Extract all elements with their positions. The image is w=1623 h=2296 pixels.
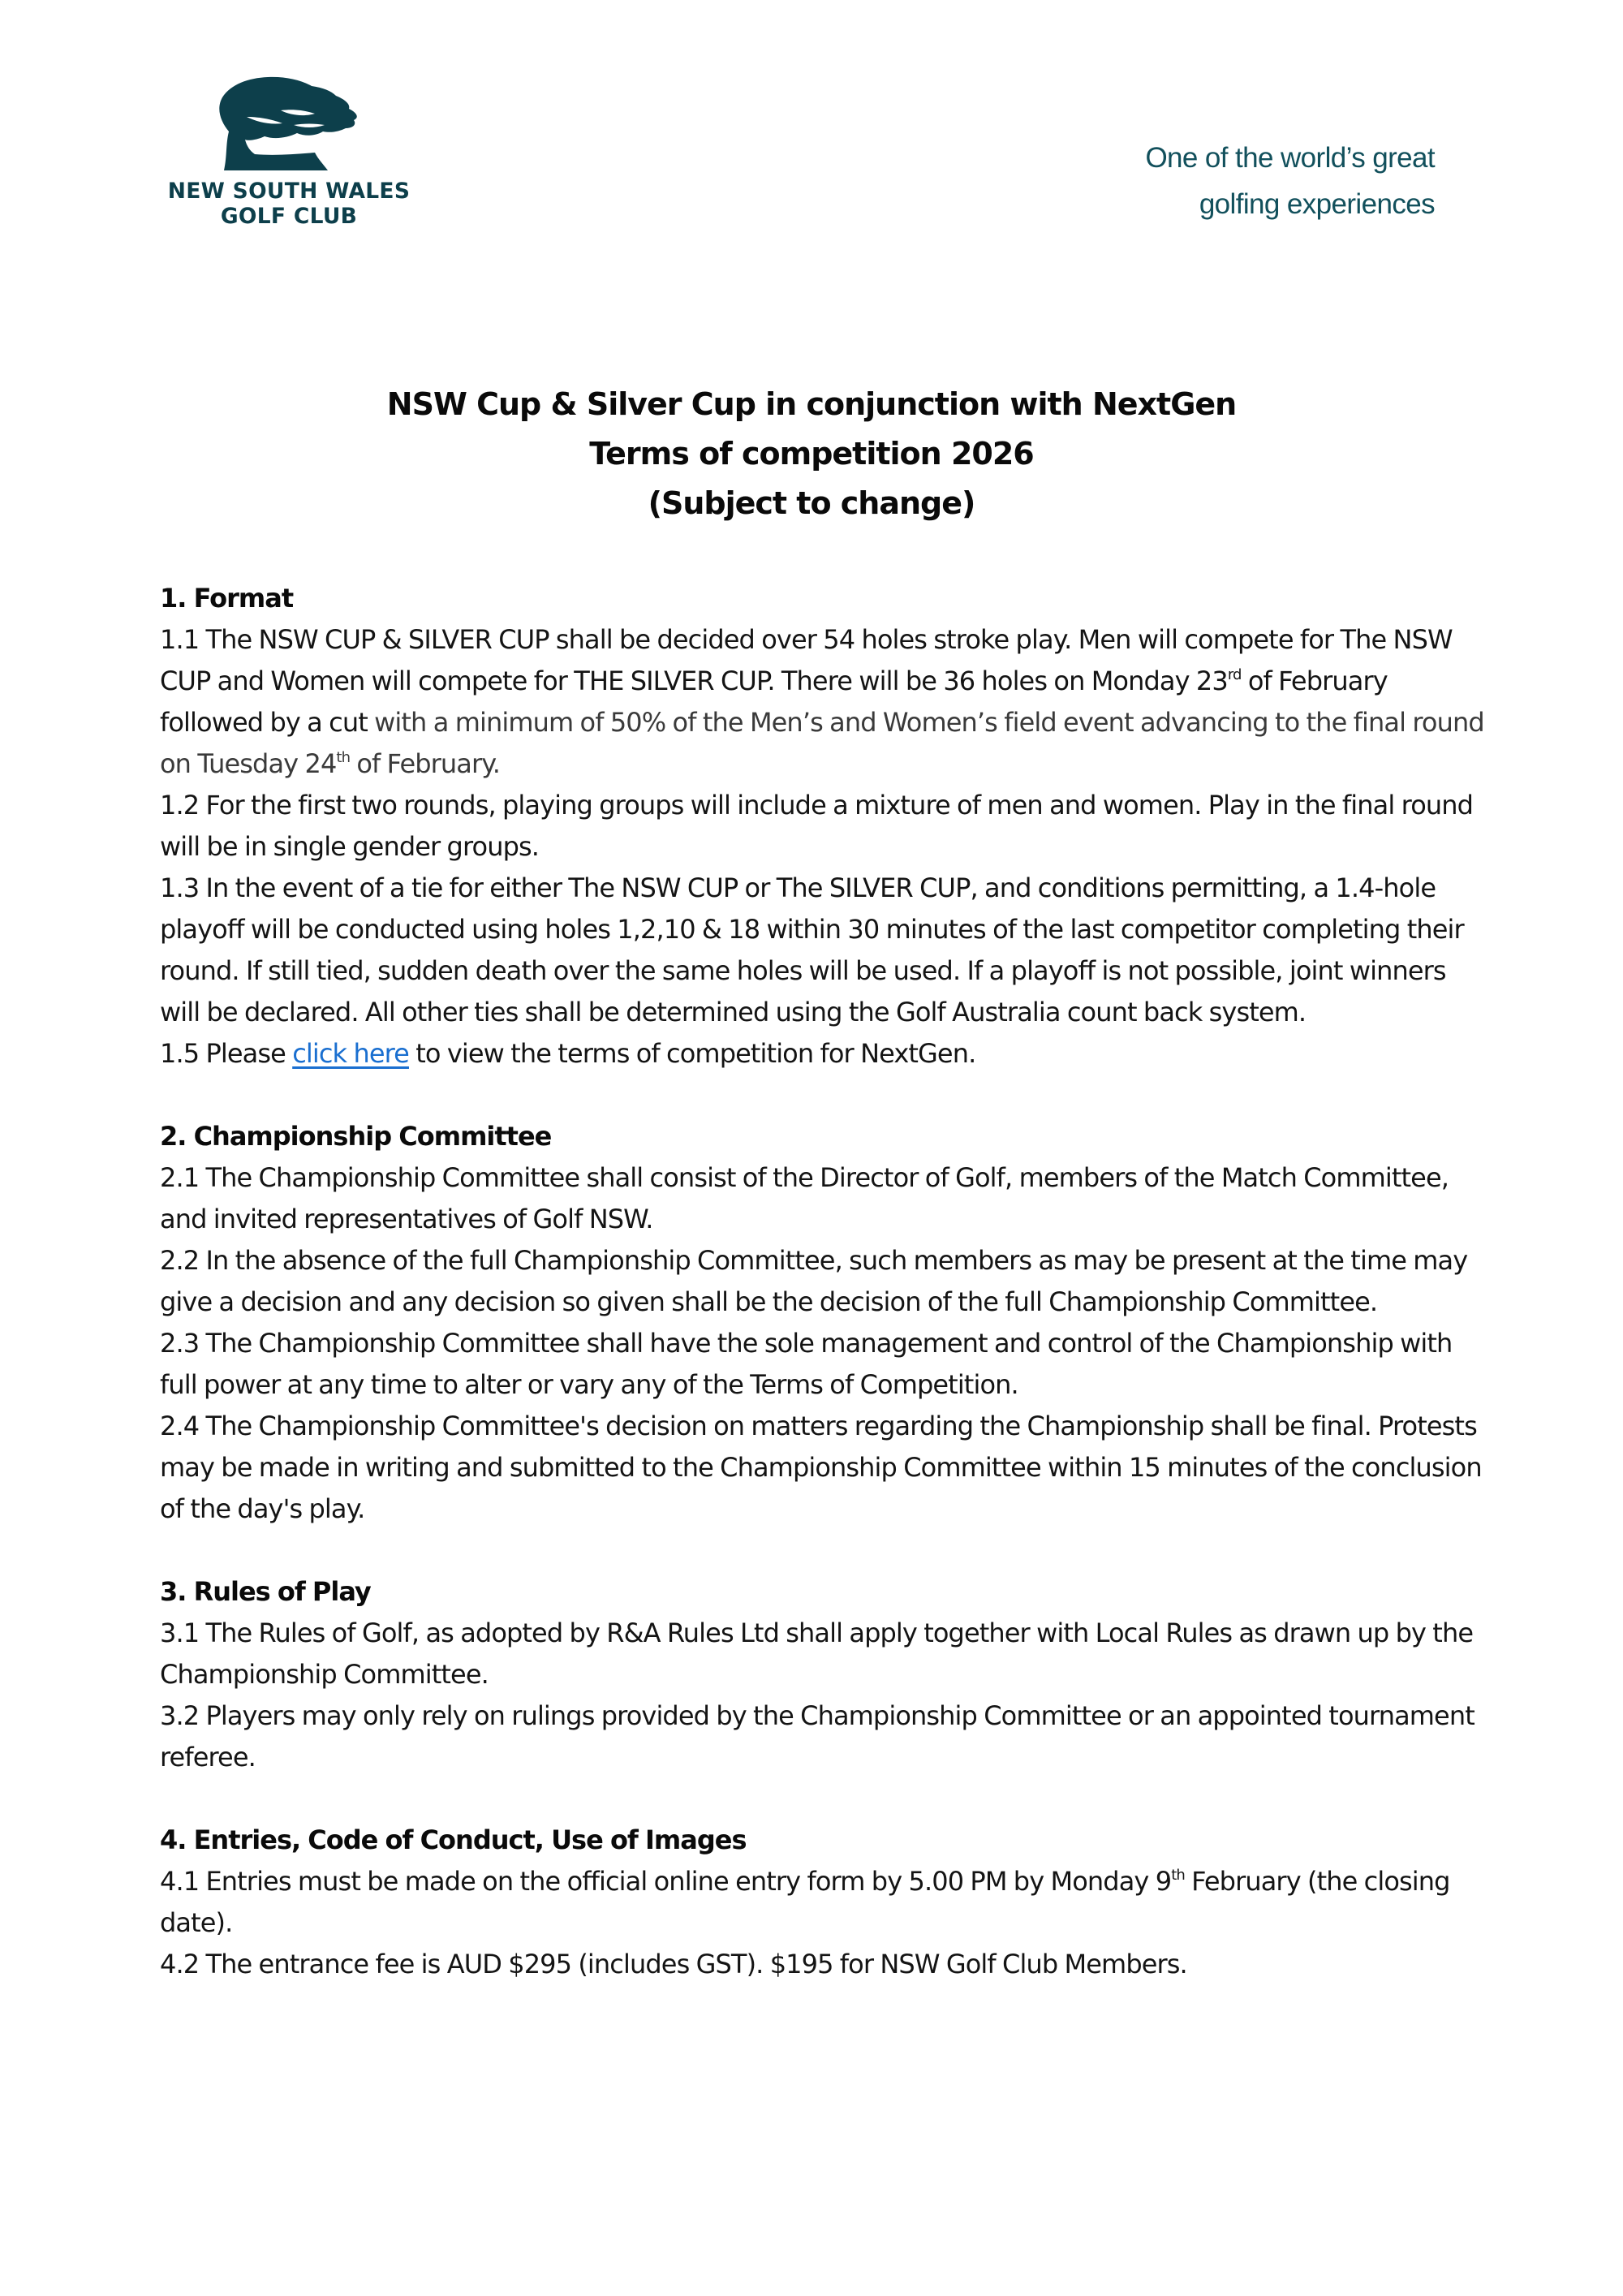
tagline bbox=[1145, 135, 1435, 227]
clause-text: with a minimum of 50% of the Men’s and Women’s field event advancing to the final round on Tuesday 24 bbox=[160, 707, 1484, 779]
section-heading: 2. Championship Committee bbox=[160, 1121, 552, 1152]
logo-line-2: GOLF CLUB bbox=[220, 204, 358, 229]
windswept-tree-icon bbox=[209, 75, 364, 172]
document-title bbox=[0, 380, 1623, 528]
title-line-1: NSW Cup & Silver Cup in conjunction with NextGen bbox=[386, 386, 1237, 422]
clause-1-3: 1.3 In the event of a tie for either The NSW CUP or The SILVER CUP, and conditions permitting, a 1.4-hole playoff will be conducted using holes 1,2,10 & 18 within 30 minutes of the last competitor completing their round. If still tied, sudden death over the same holes will be used. If a playoff is not possible, joint winners will be declared. All other ties shall be determined using the Golf Australia count back system. bbox=[160, 872, 1464, 1027]
clause-2-2: 2.2 In the absence of the full Championship Committee, such members as may be present at the time may give a decision and any decision so given shall be the decision of the full Championship Committee. bbox=[160, 1245, 1468, 1317]
title-line-2: Terms of competition 2026 bbox=[589, 436, 1034, 472]
tagline-line-1: One of the world’s great bbox=[1145, 142, 1435, 174]
clause-3-1: 3.1 The Rules of Golf, as adopted by R&A Rules Ltd shall apply together with Local Rules as drawn up by the Championship Committee. bbox=[160, 1618, 1474, 1690]
clause-4-1 bbox=[160, 1861, 1491, 1944]
clause-text: of February. bbox=[350, 748, 500, 779]
clause-4-2: 4.2 The entrance fee is AUD $295 (includes GST). $195 for NSW Golf Club Members. bbox=[160, 1949, 1187, 1979]
ordinal-suffix: th bbox=[1171, 1867, 1185, 1884]
clause-1-5 bbox=[160, 1033, 1491, 1075]
clause-text: to view the terms of competition for NextGen. bbox=[408, 1038, 976, 1069]
section-format bbox=[160, 578, 1491, 1075]
section-championship-committee bbox=[160, 1116, 1491, 1530]
title-line-3: (Subject to change) bbox=[648, 485, 975, 521]
clause-2-3: 2.3 The Championship Committee shall have the sole management and control of the Championship with full power at any time to alter or vary any of the Terms of Competition. bbox=[160, 1328, 1453, 1400]
clause-text: 1.5 Please bbox=[160, 1038, 293, 1069]
section-rules-of-play bbox=[160, 1571, 1491, 1778]
tagline-line-2: golfing experiences bbox=[1199, 188, 1435, 220]
clause-1-2: 1.2 For the first two rounds, playing groups will include a mixture of men and women. Play in the final round will be in single gender groups. bbox=[160, 790, 1474, 862]
clause-2-1: 2.1 The Championship Committee shall consist of the Director of Golf, members of the Match Committee, and invited representatives of Golf NSW. bbox=[160, 1162, 1449, 1234]
document-body bbox=[160, 578, 1491, 2027]
clause-2-4: 2.4 The Championship Committee's decision on matters regarding the Championship shall be final. Protests may be made in writing and submitted to the Championship Committee within 15 minutes of the conclusion of the day's play. bbox=[160, 1411, 1482, 1524]
clause-text: 4.1 Entries must be made on the official online entry form by 5.00 PM by Monday 9 bbox=[160, 1866, 1172, 1897]
clause-3-2: 3.2 Players may only rely on rulings provided by the Championship Committee or an appointed tournament referee. bbox=[160, 1700, 1474, 1773]
ordinal-suffix: rd bbox=[1227, 666, 1242, 683]
section-entries bbox=[160, 1820, 1491, 1985]
ordinal-suffix: th bbox=[336, 749, 351, 766]
section-heading: 1. Format bbox=[160, 583, 294, 614]
logo-line-1: NEW SOUTH WALES bbox=[167, 179, 411, 204]
nextgen-terms-link[interactable]: click here bbox=[292, 1038, 409, 1069]
section-heading: 4. Entries, Code of Conduct, Use of Images bbox=[160, 1824, 747, 1855]
clause-1-1 bbox=[160, 619, 1491, 785]
club-logo bbox=[159, 75, 419, 229]
section-heading: 3. Rules of Play bbox=[160, 1576, 371, 1607]
clause-text: February (the closing date). bbox=[160, 1866, 1450, 1938]
clause-text: of February followed by a cut bbox=[160, 666, 1388, 738]
clause-text: 1.1 The NSW CUP & SILVER CUP shall be decided over 54 holes stroke play. Men will compete for The NSW CUP and Women will compete for THE SILVER CUP. There will be 36 holes on Monday 23 bbox=[160, 624, 1453, 696]
